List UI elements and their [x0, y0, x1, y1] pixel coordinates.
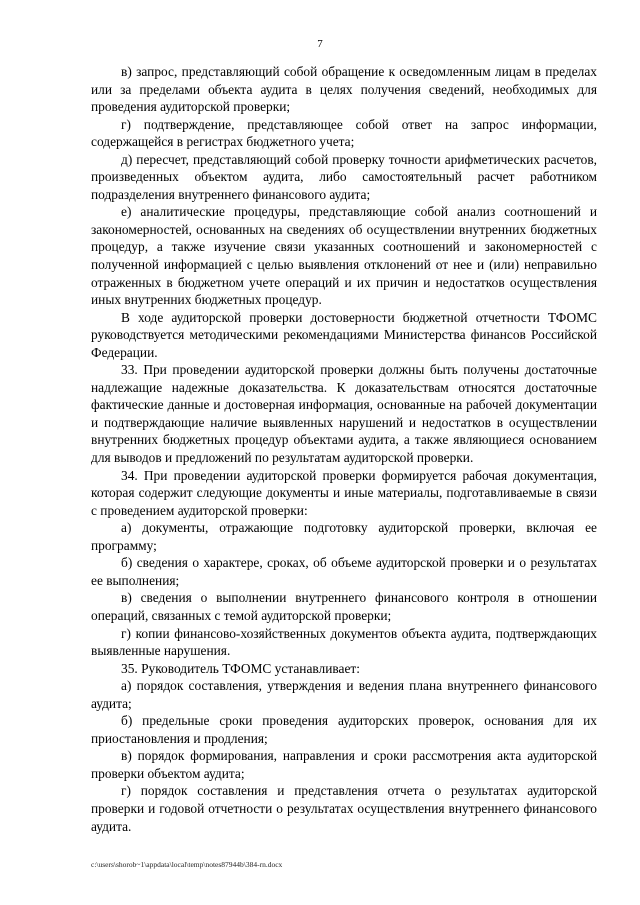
document-body: [91, 63, 597, 835]
paragraph-35-a: а) порядок составления, утверждения и ведения плана внутреннего финансового аудита;: [91, 678, 597, 711]
paragraph-35-v: в) порядок формирования, направления и сроки рассмотрения акта аудиторской проверки объектом аудита;: [91, 748, 597, 781]
page-number: 7: [317, 38, 323, 50]
paragraph-e-analiticheskie: е) аналитические процедуры, представляющие собой анализ соотношений и закономерностей, основанных на сведениях об осуществлении внутренних бюджетных процедур, а также изучение связи указанных соотношений и закономерностей с полученной информацией с целью выявления отклонений от нее и (или) неправильно отраженных в бюджетном учете операций и их причин и недостатков осуществления иных внутренних бюджетных процедур.: [91, 204, 597, 308]
paragraph-35-g: г) порядок составления и представления отчета о результатах аудиторской проверки и годовой отчетности о результатах осуществления внутреннего финансового аудита.: [91, 783, 597, 834]
paragraph-34-b: б) сведения о характере, сроках, об объеме аудиторской проверки и о результатах ее выполнения;: [91, 555, 597, 588]
paragraph-34-a: а) документы, отражающие подготовку аудиторской проверки, включая ее программу;: [91, 520, 597, 553]
paragraph-33: 33. При проведении аудиторской проверки должны быть получены достаточные надлежащие надежные доказательства. К доказательствам относятся достаточные фактические данные и достоверная информация, основанные на рабочей документации и подтверждающие наличие выявленных нарушений и недостатков в осуществлении внутренних бюджетных процедур объектами аудита, а также являющиеся основанием для выводов и предложений по результатам аудиторской проверки.: [91, 362, 597, 466]
paragraph-v-zapros: в) запрос, представляющий собой обращение к осведомленным лицам в пределах или за пределами объекта аудита в целях получения сведений, необходимых для проведения аудиторской проверки;: [91, 64, 597, 115]
paragraph-d-pereschet: д) пересчет, представляющий собой проверку точности арифметических расчетов, произведенных объектом аудита, либо самостоятельный расчет работником подразделения внутреннего финансового аудита;: [91, 151, 597, 202]
file-path-footer: c:\users\shorob~1\appdata\local\temp\notes87944b\384-rn.docx: [91, 860, 283, 869]
paragraph-35-b: б) предельные сроки проведения аудиторских проверок, основания для их приостановления и продления;: [91, 713, 597, 746]
paragraph-dostovernost-otchetnosti: В ходе аудиторской проверки достоверности бюджетной отчетности ТФОМС руководствуется методическими рекомендациями Министерства финансов Российской Федерации.: [91, 309, 597, 360]
paragraph-34-g: г) копии финансово-хозяйственных документов объекта аудита, подтверждающих выявленные нарушения.: [91, 625, 597, 659]
paragraph-35: 35. Руководитель ТФОМС устанавливает:: [121, 660, 360, 676]
paragraph-34-v: в) сведения о выполнении внутреннего финансового контроля в отношении операций, связанных с темой аудиторской проверки;: [91, 590, 597, 623]
paragraph-g-podtverzhdenie: г) подтверждение, представляющее собой ответ на запрос информации, содержащейся в регистрах бюджетного учета;: [91, 116, 597, 150]
paragraph-34: 34. При проведении аудиторской проверки формируется рабочая документация, которая содержит следующие документы и иные материалы, подготавливаемые в связи с проведением аудиторской проверки:: [91, 467, 597, 518]
